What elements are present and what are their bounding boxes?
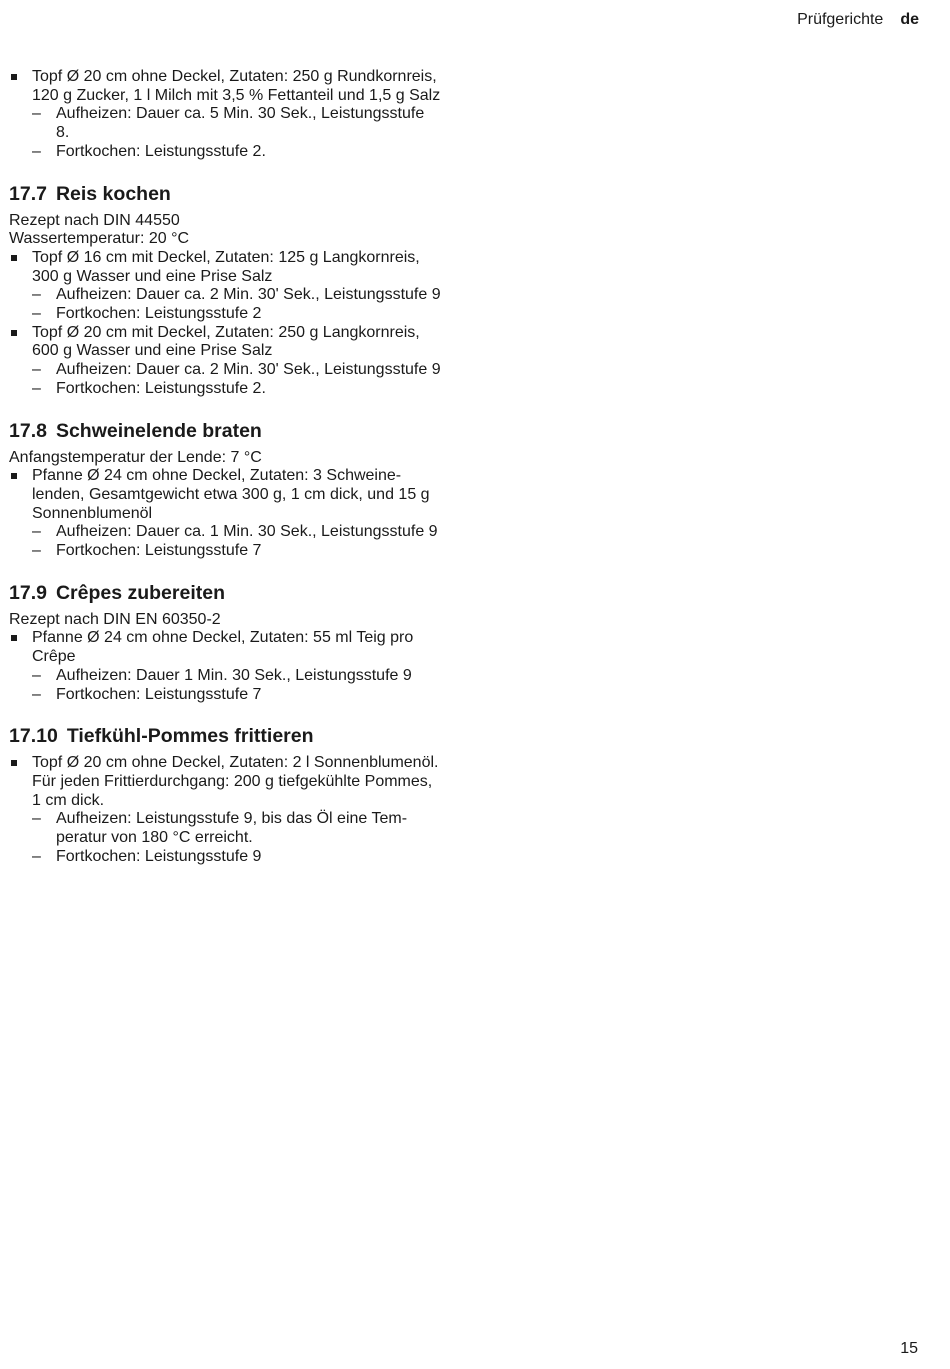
sub-list-item: [9, 286, 441, 305]
section-title: Crêpes zubereiten: [55, 581, 226, 604]
square-bullet-icon: [11, 760, 17, 766]
sub-list-item-text: Fortkochen: Leistungsstufe 7: [56, 542, 262, 560]
list-item-text: Topf Ø 20 cm ohne Deckel, Zutaten: 2 l Sonnenblumenöl. Für jeden Frittierdurchgang: 200 g tiefgekühlte Pommes, 1 cm dick.: [32, 754, 439, 809]
sub-list-item-text: Fortkochen: Leistungsstufe 9: [56, 847, 262, 865]
sub-list-item: [9, 542, 441, 561]
section-heading: [9, 182, 441, 206]
list-item: [9, 324, 441, 361]
section-heading: [9, 581, 441, 605]
section-17-8: [9, 419, 441, 561]
list-item-text: Topf Ø 16 cm mit Deckel, Zutaten: 125 g Langkornreis, 300 g Wasser und eine Prise Salz: [32, 248, 420, 285]
list-item-text: Pfanne Ø 24 cm ohne Deckel, Zutaten: 3 Schweinelenden, Gesamtgewicht etwa 300 g, 1 cm dick, und 15 g Sonnenblumenöl: [32, 467, 430, 522]
square-bullet-icon: [11, 473, 17, 479]
running-header: [797, 10, 919, 30]
sub-list-item: [9, 848, 441, 867]
sub-list-item-text: Fortkochen: Leistungsstufe 2.: [56, 142, 266, 160]
section-number: 17.10: [9, 725, 58, 748]
section-number: 17.7: [9, 182, 47, 205]
dash-marker: –: [32, 542, 41, 560]
sub-list-item-text: Aufheizen: Dauer ca. 1 Min. 30 Sek., Leistungsstufe 9: [56, 523, 438, 541]
sub-list-item: [9, 380, 441, 399]
sub-list-item-text: Fortkochen: Leistungsstufe 2: [56, 305, 262, 323]
section-number: 17.8: [9, 419, 47, 442]
list-item-text: Topf Ø 20 cm ohne Deckel, Zutaten: 250 g Rundkornreis, 120 g Zucker, 1 l Milch mit 3,5 % Fettanteil und 1,5 g Salz: [32, 68, 441, 104]
paragraph: Rezept nach DIN 44550: [9, 211, 180, 229]
intro-block: [9, 68, 441, 162]
sub-list-item: [9, 361, 441, 380]
sub-list-item-text: Fortkochen: Leistungsstufe 7: [56, 685, 262, 703]
sub-list-item-text: Aufheizen: Dauer 1 Min. 30 Sek., Leistungsstufe 9: [56, 666, 412, 684]
dash-marker: –: [32, 305, 41, 323]
list-item-text: Pfanne Ø 24 cm ohne Deckel, Zutaten: 55 ml Teig pro Crêpe: [32, 629, 414, 666]
section-heading: [9, 724, 441, 748]
sub-list-item: [9, 523, 441, 542]
sub-list-item-text: Aufheizen: Leistungsstufe 9, bis das Öl eine Temperatur von 180 °C erreicht.: [56, 810, 408, 847]
list-item: [9, 249, 441, 286]
sub-list-item-text: Aufheizen: Dauer ca. 2 Min. 30' Sek., Leistungsstufe 9: [56, 286, 441, 304]
square-bullet-icon: [11, 255, 17, 261]
square-bullet-icon: [11, 635, 17, 641]
dash-marker: –: [32, 810, 41, 828]
sub-list-item-text: Aufheizen: Dauer ca. 2 Min. 30' Sek., Leistungsstufe 9: [56, 361, 441, 379]
sub-list-item: [9, 305, 441, 324]
paragraph: Anfangstemperatur der Lende: 7 °C: [9, 448, 262, 466]
dash-marker: –: [32, 142, 41, 160]
main-content: [9, 68, 441, 867]
sub-list-item: [9, 810, 441, 847]
list-item: [9, 754, 441, 810]
dash-marker: –: [32, 685, 41, 703]
paragraph: Wassertemperatur: 20 °C: [9, 230, 190, 248]
section-17-9: [9, 581, 441, 705]
square-bullet-icon: [11, 330, 17, 336]
sub-list-item: [9, 667, 441, 686]
list-item: [9, 467, 441, 523]
list-item: [9, 68, 441, 105]
list-item-text: Topf Ø 20 cm mit Deckel, Zutaten: 250 g Langkornreis, 600 g Wasser und eine Prise Salz: [32, 323, 420, 360]
dash-marker: –: [32, 286, 41, 304]
dash-marker: –: [32, 379, 41, 397]
section-17-7: [9, 182, 441, 399]
section-number: 17.9: [9, 581, 47, 604]
list-item: [9, 629, 441, 666]
section-17-10: [9, 724, 441, 866]
sub-list-item: [9, 143, 441, 162]
sub-list-item: [9, 686, 441, 705]
sub-list-item-text: Fortkochen: Leistungsstufe 2.: [56, 379, 266, 397]
sub-list-item: [9, 105, 441, 142]
square-bullet-icon: [11, 74, 17, 80]
section-title: Reis kochen: [55, 182, 171, 205]
paragraph: Rezept nach DIN EN 60350-2: [9, 610, 221, 628]
sub-list-item-text: Aufheizen: Dauer ca. 5 Min. 30 Sek., Leistungsstufe 8.: [56, 105, 425, 142]
dash-marker: –: [32, 361, 41, 379]
section-title: Schweinelende braten: [55, 419, 262, 442]
language-code: de: [900, 11, 919, 28]
dash-marker: –: [32, 666, 41, 684]
dash-marker: –: [32, 105, 41, 123]
chapter-title: Prüfgerichte: [797, 11, 884, 28]
dash-marker: –: [32, 847, 41, 865]
page-number: 15: [900, 1340, 918, 1357]
dash-marker: –: [32, 523, 41, 541]
section-heading: [9, 419, 441, 443]
section-title: Tiefkühl-Pommes frittieren: [66, 725, 314, 748]
